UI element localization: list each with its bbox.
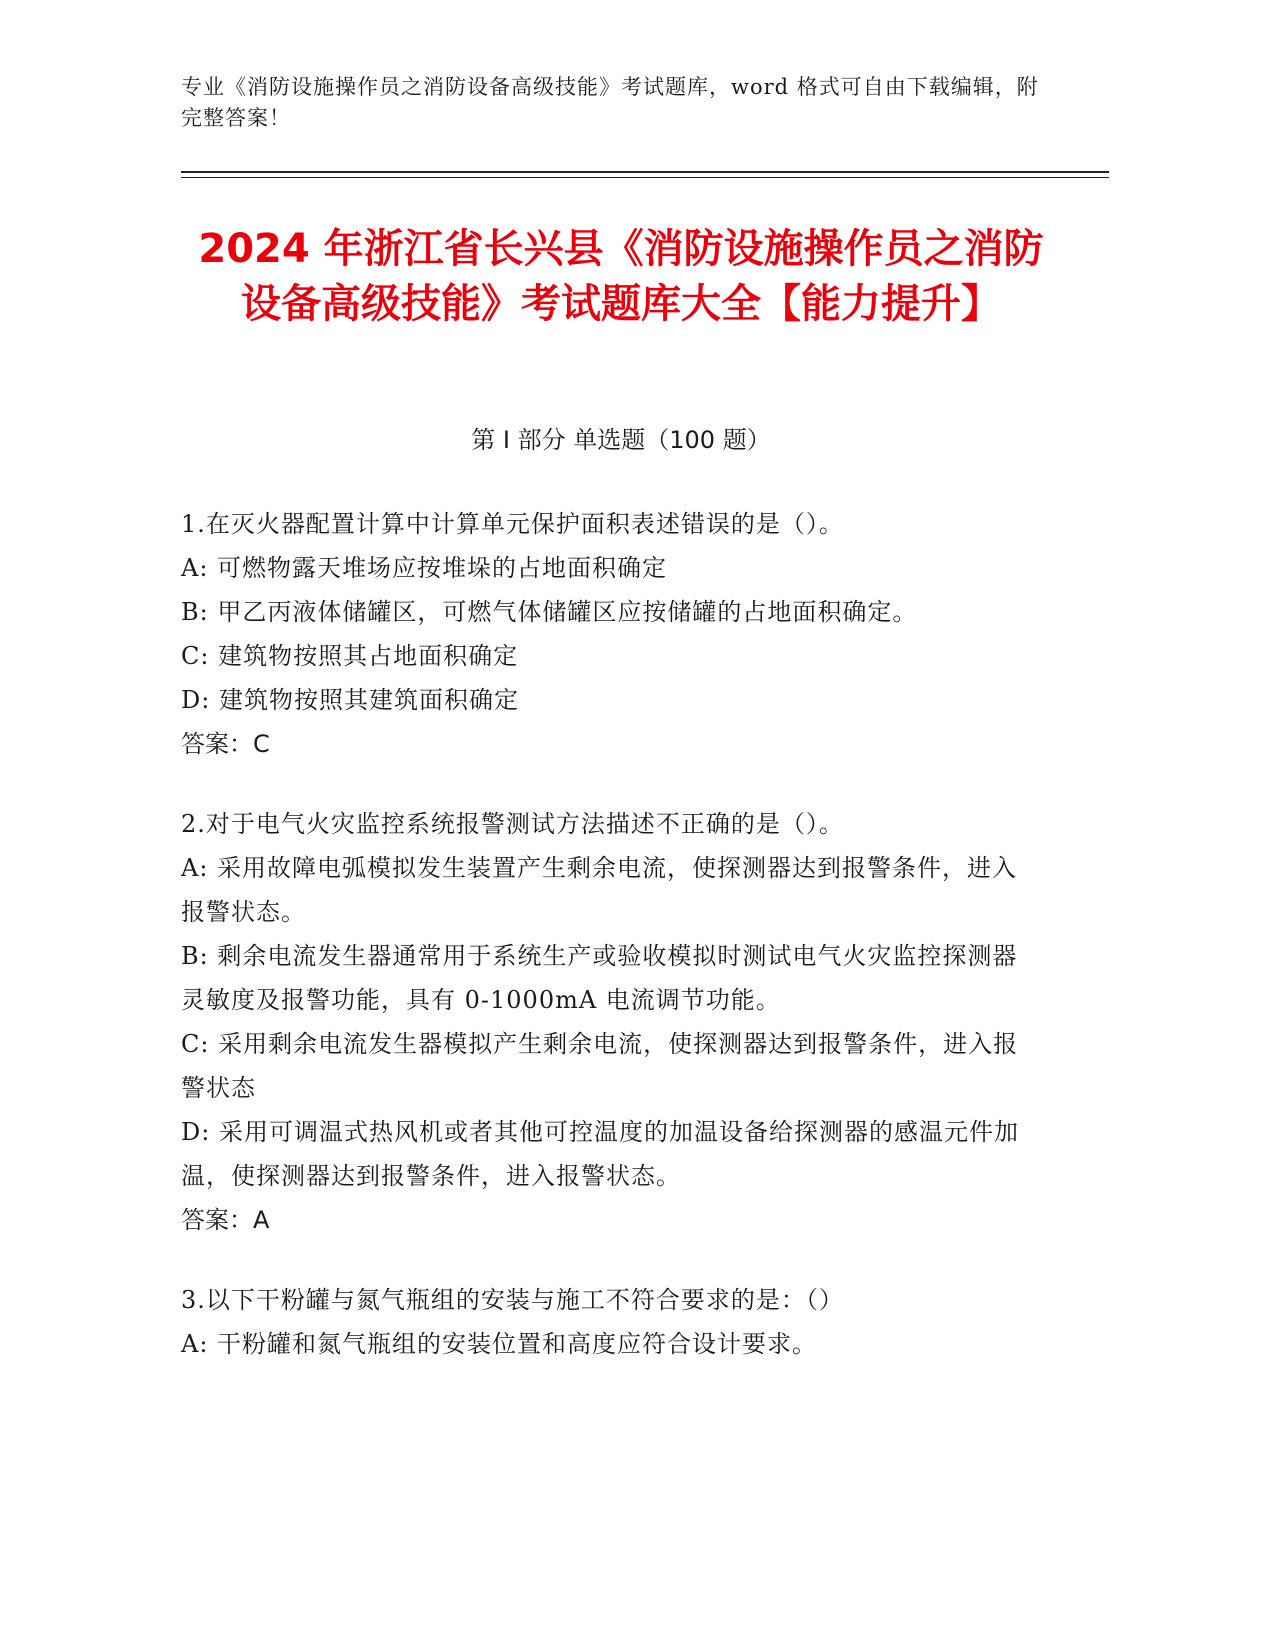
option-c: C: 采用剩余电流发生器模拟产生剩余电流，使探测器达到报警条件，进入报警状态	[181, 1030, 1019, 1102]
question-stem: 1.在灭火器配置计算中计算单元保护面积表述错误的是（）。	[181, 510, 844, 538]
question-stem: 2.对于电气火灾监控系统报警测试方法描述不正确的是（）。	[181, 810, 844, 838]
option-d: D: 建筑物按照其建筑面积确定	[181, 686, 519, 714]
section-heading: 第 I 部分 单选题（100 题）	[471, 426, 771, 454]
question-3	[181, 1278, 1041, 1366]
option-a: A: 可燃物露天堆场应按堆垛的占地面积确定	[181, 554, 668, 582]
answer: 答案：A	[181, 1206, 270, 1234]
header-divider	[181, 171, 1109, 173]
option-a: A: 采用故障电弧模拟发生装置产生剩余电流，使探测器达到报警条件，进入报警状态。	[181, 854, 1018, 926]
question-1	[181, 502, 1041, 766]
document-title: 2024 年浙江省长兴县《消防设施操作员之消防设备高级技能》考试题库大全【能力提升】	[198, 226, 1044, 327]
question-stem: 3.以下干粉罐与氮气瓶组的安装与施工不符合要求的是：（）	[181, 1286, 844, 1314]
option-b: B: 甲乙丙液体储罐区，可燃气体储罐区应按储罐的占地面积确定。	[181, 598, 918, 626]
option-a: A: 干粉罐和氮气瓶组的安装位置和高度应符合设计要求。	[181, 1330, 818, 1358]
header-divider-thin	[181, 177, 1109, 178]
option-b: B: 剩余电流发生器通常用于系统生产或验收模拟时测试电气火灾监控探测器灵敏度及报警功能，具有 0-1000mA 电流调节功能。	[181, 942, 1018, 1014]
answer: 答案：C	[181, 730, 270, 758]
option-c: C: 建筑物按照其占地面积确定	[181, 642, 519, 670]
option-d: D: 采用可调温式热风机或者其他可控温度的加温设备给探测器的感温元件加温，使探测器达到报警条件，进入报警状态。	[181, 1118, 1019, 1190]
question-2	[181, 802, 1041, 1242]
header-note: 专业《消防设施操作员之消防设备高级技能》考试题库，word 格式可自由下载编辑，附完整答案！	[181, 75, 1039, 130]
question-list	[181, 502, 1041, 1402]
